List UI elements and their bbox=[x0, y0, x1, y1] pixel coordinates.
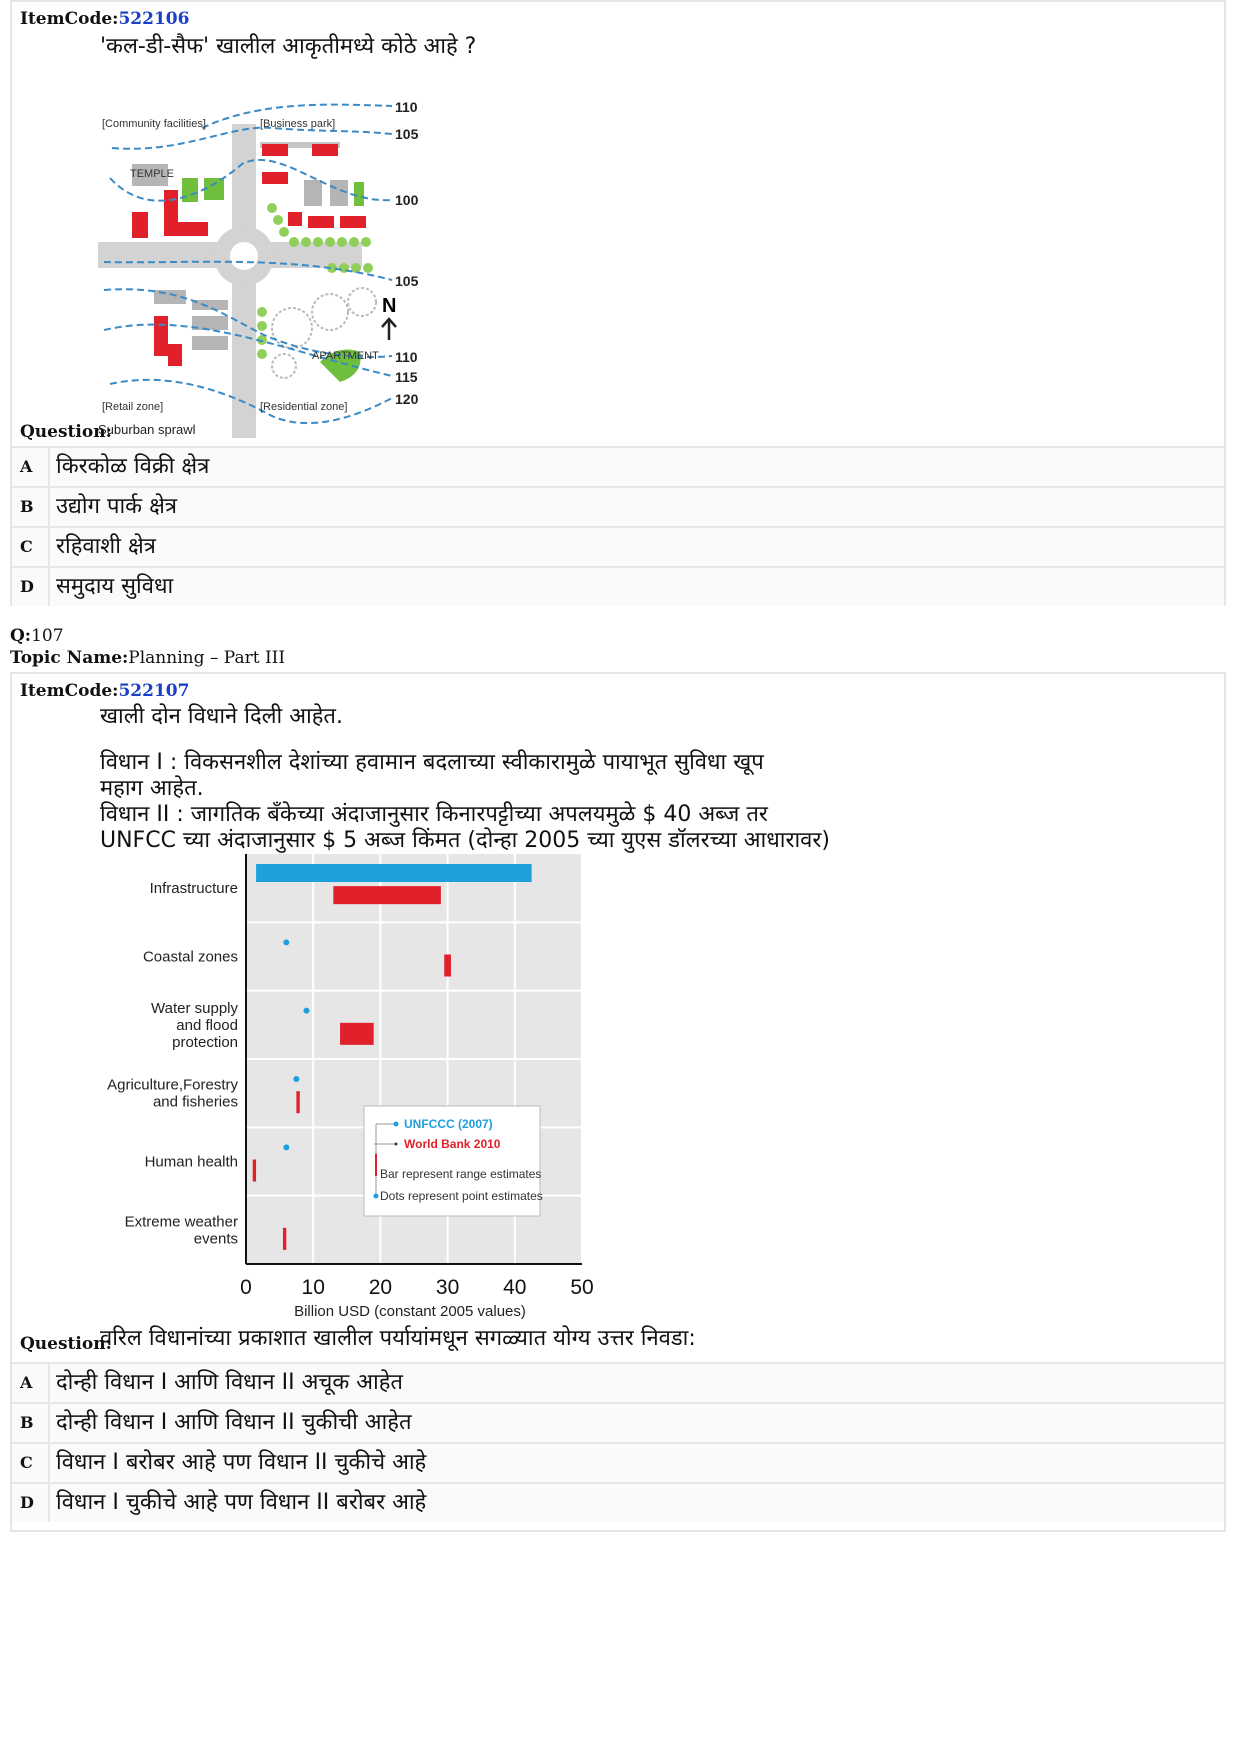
map-label-temple: TEMPLE bbox=[130, 168, 175, 180]
x-tick-label: 30 bbox=[435, 1276, 460, 1299]
question-label: Question: bbox=[20, 422, 112, 442]
x-tick-label: 50 bbox=[570, 1276, 594, 1299]
question-card-522107 bbox=[10, 672, 1226, 1532]
option-b[interactable]: B दोन्ही विधान I आणि विधान II चुकीची आहेत bbox=[12, 1402, 1224, 1442]
option-c[interactable]: C रहिवाशी क्षेत्र bbox=[12, 526, 1224, 566]
option-text: उद्योग पार्क क्षेत्र bbox=[48, 488, 177, 526]
chart-legend bbox=[364, 1106, 543, 1216]
legend-unfccc: UNFCCC (2007) bbox=[404, 1117, 493, 1131]
unfccc-point bbox=[293, 1076, 299, 1082]
legend-world-bank: World Bank 2010 bbox=[404, 1137, 501, 1151]
contour-label: 120 bbox=[395, 391, 419, 407]
option-text: किरकोळ विक्री क्षेत्र bbox=[48, 448, 209, 486]
north-arrow-icon bbox=[382, 319, 396, 340]
option-a[interactable]: A किरकोळ विक्री क्षेत्र bbox=[12, 446, 1224, 486]
category-label: Coastal zones bbox=[142, 948, 238, 966]
item-code-value: 522106 bbox=[118, 9, 190, 29]
statement-1-line-2: महाग आहेत. bbox=[100, 776, 204, 801]
statement-1-line-1: विधान I : विकसनशील देशांच्या हवामान बदलाच्या स्वीकारामुळे पायाभूत सुविधा खूप bbox=[100, 750, 764, 775]
option-d[interactable]: D विधान I चुकीचे आहे पण विधान II बरोबर आहे bbox=[12, 1482, 1224, 1522]
unfccc-point bbox=[303, 1008, 309, 1014]
unfccc-point bbox=[283, 1144, 289, 1150]
option-text: विधान I चुकीचे आहे पण विधान II बरोबर आहे bbox=[48, 1484, 426, 1522]
options-list bbox=[12, 446, 1224, 606]
question-label: Question: bbox=[20, 1334, 112, 1354]
world-bank-range-bar bbox=[283, 1228, 286, 1250]
world-bank-range-bar bbox=[333, 886, 441, 904]
options-list bbox=[12, 1362, 1224, 1522]
north-label: N bbox=[382, 295, 397, 317]
category-label: Water supply and flood protection bbox=[151, 999, 238, 1051]
option-a[interactable]: A दोन्ही विधान I आणि विधान II अचूक आहेत bbox=[12, 1362, 1224, 1402]
unfccc-range-bar bbox=[256, 864, 532, 882]
suburban-sprawl-map bbox=[92, 94, 432, 444]
contour-label: 110 bbox=[395, 349, 418, 365]
world-bank-range-bar bbox=[253, 1160, 256, 1182]
map-caption: Suburban sprawl bbox=[98, 422, 196, 437]
unfccc-point bbox=[283, 939, 289, 945]
world-bank-range-bar bbox=[296, 1091, 299, 1113]
contour-label: 100 bbox=[395, 192, 419, 208]
question-text: 'कल-डी-सैफ' खालील आकृतीमध्ये कोठे आहे ? bbox=[100, 34, 477, 59]
map-label-residential: [Residential zone] bbox=[260, 401, 348, 413]
option-text: दोन्ही विधान I आणि विधान II चुकीची आहेत bbox=[48, 1404, 412, 1442]
option-b[interactable]: B उद्योग पार्क क्षेत्र bbox=[12, 486, 1224, 526]
question-number: Q:107 bbox=[10, 626, 64, 646]
contour-label: 115 bbox=[395, 369, 418, 385]
category-label: Extreme weather events bbox=[124, 1213, 238, 1248]
x-axis-label: Billion USD (constant 2005 values) bbox=[294, 1303, 526, 1320]
contour-label: 110 bbox=[395, 99, 418, 115]
x-tick-label: 0 bbox=[240, 1276, 252, 1299]
x-tick-label: 40 bbox=[503, 1276, 527, 1299]
world-bank-range-bar bbox=[340, 1023, 374, 1045]
item-code-label: ItemCode:522107 bbox=[20, 681, 190, 701]
category-label: Agriculture,Forestry and fisheries bbox=[107, 1076, 238, 1111]
option-text: विधान I बरोबर आहे पण विधान II चुकीचे आहे bbox=[48, 1444, 426, 1482]
category-label: Infrastructure bbox=[149, 880, 238, 898]
map-label-community: [Community facilities] bbox=[102, 118, 206, 130]
statement-intro: खाली दोन विधाने दिली आहेत. bbox=[100, 704, 343, 729]
x-tick-label: 10 bbox=[301, 1276, 325, 1299]
option-text: समुदाय सुविधा bbox=[48, 568, 173, 606]
legend-point-note: Dots represent point estimates bbox=[380, 1189, 543, 1203]
legend-range-note: Bar represent range estimates bbox=[380, 1167, 542, 1181]
world-bank-range-bar bbox=[444, 955, 451, 977]
statement-2-line-1: विधान II : जागतिक बँकेच्या अंदाजानुसार किनारपट्टीच्या अपलयमुळे $ 40 अब्ज तर bbox=[100, 802, 768, 827]
option-c[interactable]: C विधान I बरोबर आहे पण विधान II चुकीचे आहे bbox=[12, 1442, 1224, 1482]
category-label: Human health bbox=[144, 1153, 238, 1171]
map-label-business: [Business park] bbox=[260, 118, 336, 130]
item-code-label: ItemCode:522106 bbox=[20, 9, 190, 29]
contour-label: 105 bbox=[395, 126, 419, 142]
option-d[interactable]: D समुदाय सुविधा bbox=[12, 566, 1224, 606]
item-code-value: 522107 bbox=[118, 681, 190, 701]
adaptation-cost-chart bbox=[90, 854, 650, 1340]
option-text: रहिवाशी क्षेत्र bbox=[48, 528, 156, 566]
topic-name: Topic Name:Planning – Part III bbox=[10, 648, 286, 668]
option-text: दोन्ही विधान I आणि विधान II अचूक आहेत bbox=[48, 1364, 403, 1402]
map-label-retail: [Retail zone] bbox=[102, 401, 164, 413]
statement-2-line-2: UNFCC च्या अंदाजानुसार $ 5 अब्ज किंमत (दोन्हा 2005 च्या युएस डॉलरच्या आधारावर) bbox=[100, 828, 830, 853]
x-tick-label: 20 bbox=[368, 1276, 393, 1299]
contour-label: 105 bbox=[395, 273, 419, 289]
question-text: वरिल विधानांच्या प्रकाशात खालील पर्यायांमधून सगळ्यात योग्य उत्तर निवडा: bbox=[100, 1326, 696, 1351]
question-card-522106 bbox=[10, 0, 1226, 606]
map-label-apartment: APARTMENT bbox=[312, 350, 379, 362]
